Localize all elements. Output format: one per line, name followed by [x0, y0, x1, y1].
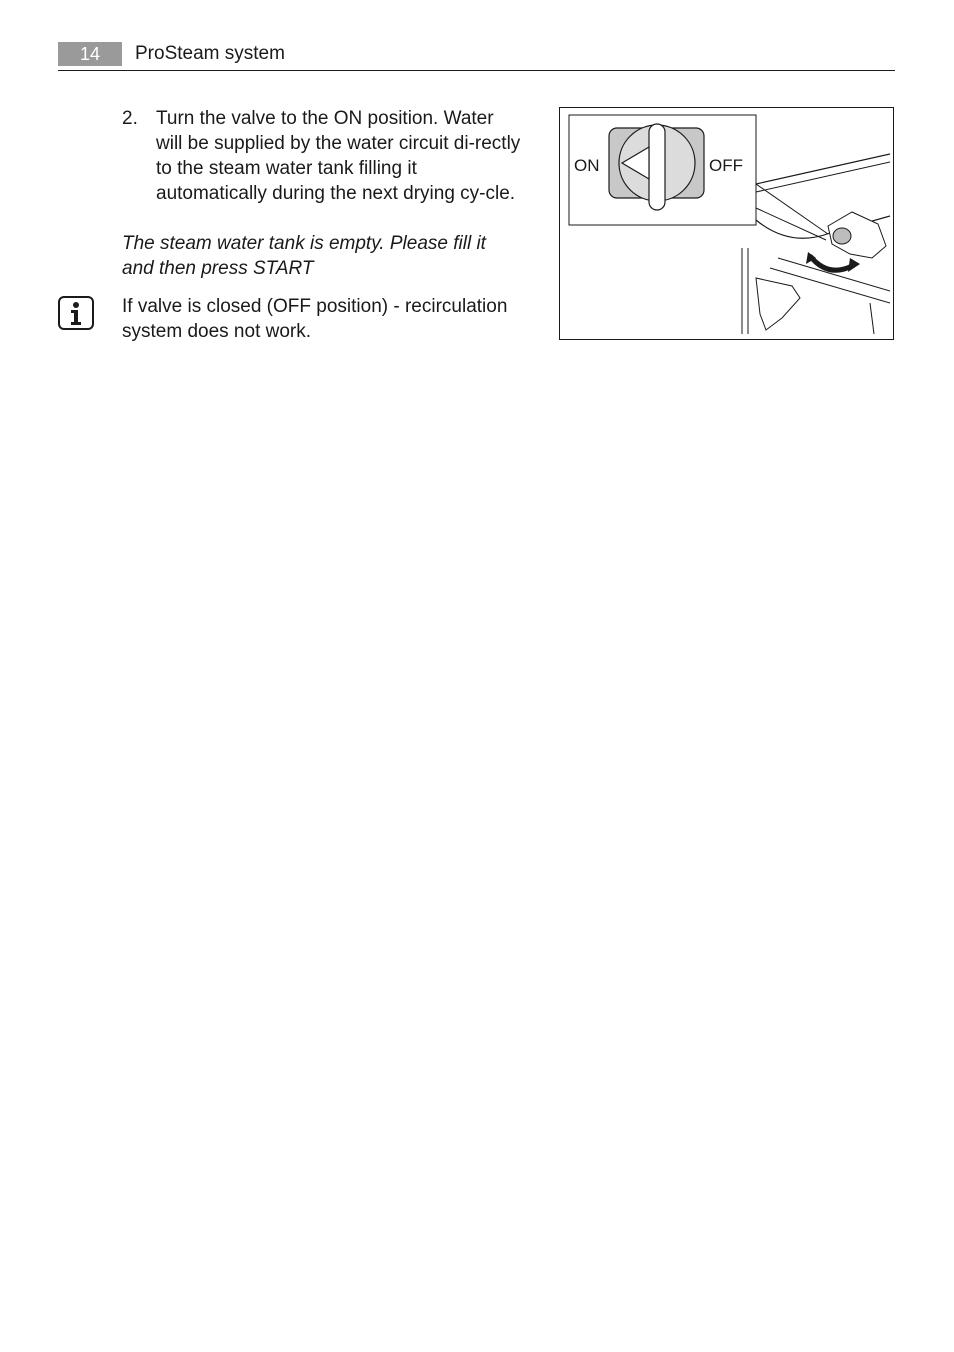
valve-off-label: OFF — [709, 156, 743, 175]
valve-illustration — [559, 107, 894, 340]
instruction-step — [122, 106, 522, 206]
header-divider — [58, 70, 895, 71]
info-icon — [58, 296, 94, 330]
section-title: ProSteam system — [135, 43, 285, 64]
info-note-text: If valve is closed (OFF position) - recirculation system does not work. — [122, 296, 508, 342]
valve-drawing — [560, 108, 894, 340]
step-number: 2. — [122, 108, 138, 129]
display-message: The steam water tank is empty. Please fill it and then press START — [122, 233, 486, 279]
step-text: Turn the valve to the ON position. Water will be supplied by the water circuit di-rectly to the steam water tank filling it automatically during the next drying cy-cle. — [156, 108, 521, 204]
valve-on-label: ON — [574, 156, 600, 175]
page-number: 14 — [79, 44, 101, 64]
